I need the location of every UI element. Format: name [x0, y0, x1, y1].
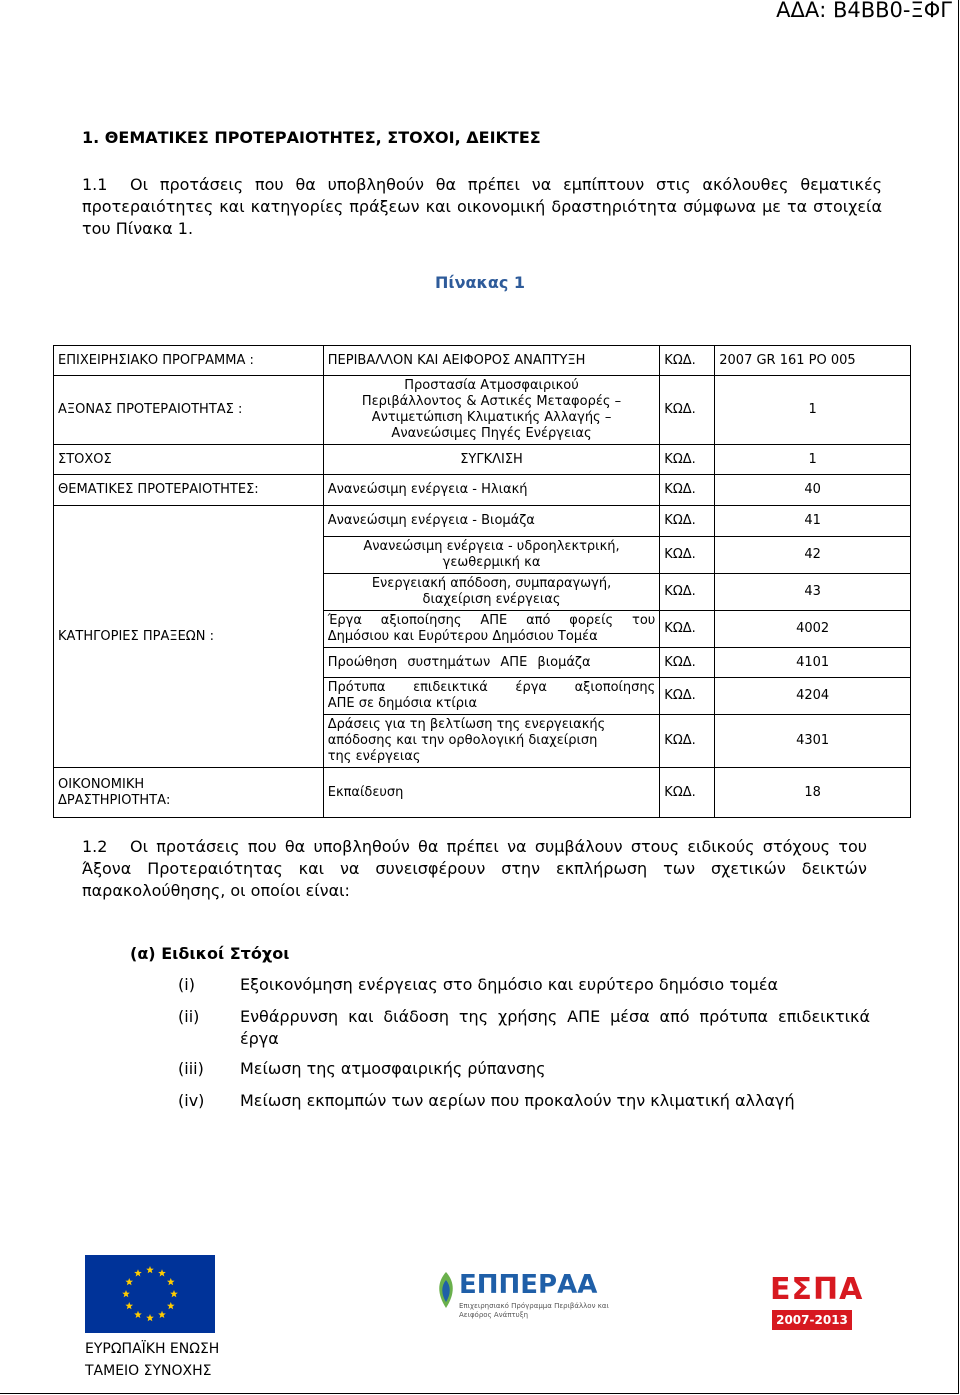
row-label: ΣΤΟΧΟΣ	[54, 445, 324, 475]
paragraph-text: Οι προτάσεις που θα υποβληθούν θα πρέπει να εμπίπτουν στις ακόλουθες θεματικές προτεραιότητες και κατηγορίες πράξεων και οικονομική δραστηριότητα σύμφωνα με τα στοιχεία του Πίνακα 1.	[82, 175, 882, 238]
row-value: ΠΕΡΙΒΑΛΛΟΝ ΚΑΙ ΑΕΙΦΟΡΟΣ ΑΝΑΠΤΥΞΗ	[323, 346, 660, 376]
row-code: 4204	[715, 678, 911, 715]
row-kod: ΚΩΔ.	[660, 445, 715, 475]
row-kod: ΚΩΔ.	[660, 715, 715, 768]
value-line: ΑΠΕ σε δημόσια κτίρια	[327, 696, 478, 711]
label-line: ΟΙΚΟΝΟΜΙΚΗ	[58, 776, 145, 792]
row-kod: ΚΩΔ.	[660, 537, 715, 574]
value-line: της ενέργειας	[327, 749, 421, 764]
row-value: Προώθηση συστημάτων ΑΠΕ βιομάζα	[323, 648, 660, 678]
row-kod: ΚΩΔ.	[660, 376, 715, 445]
eu-star-icon	[125, 1302, 133, 1309]
eu-caption	[85, 1338, 219, 1382]
table-row	[54, 768, 911, 818]
eu-caption-line: ΕΥΡΩΠΑΪΚΗ ΕΝΩΣΗ	[85, 1341, 220, 1357]
row-code: 1	[715, 376, 911, 445]
list-item-number: (ii)	[178, 1007, 200, 1026]
value-line: Δράσεις για τη βελτίωση της ενεργειακής	[327, 717, 606, 732]
eu-star-icon	[125, 1278, 133, 1285]
table-row	[54, 445, 911, 475]
subheading-specific-goals: (α) Ειδικοί Στόχοι	[130, 944, 290, 963]
value-line: Ενεργειακή απόδοση, συμπαραγωγή,	[371, 576, 612, 591]
value-line: Ανανεώσιμες Πηγές Ενέργειας	[391, 426, 592, 441]
list-item-number: (iv)	[178, 1091, 205, 1110]
value-line: Έργα αξιοποίησης ΑΠΕ από φορείς του	[327, 613, 656, 628]
eu-star-icon	[134, 1311, 142, 1318]
table-title: Πίνακας 1	[434, 273, 526, 292]
row-kod: ΚΩΔ.	[660, 768, 715, 818]
row-kod: ΚΩΔ.	[660, 678, 715, 715]
value-line: Προστασία Ατμοσφαιρικού	[404, 378, 579, 393]
value-line: Περιβάλλοντος & Αστικές Μεταφορές –	[361, 394, 622, 409]
row-code: 42	[715, 537, 911, 574]
eu-star-icon	[146, 1314, 154, 1321]
row-label: ΕΠΙΧΕΙΡΗΣΙΑΚΟ ΠΡΟΓΡΑΜΜΑ :	[54, 346, 324, 376]
paragraph-text: Οι προτάσεις που θα υποβληθούν θα πρέπει να συμβάλουν στους ειδικούς στόχους του Άξονα Προτεραιότητας και να συνεισφέρουν στην εκπλήρωση των σχετικών δεικτών παρακολούθησης, οι οποίοι είναι:	[82, 837, 867, 900]
list-item-text: Ενθάρρυνση και διάδοση της χρήσης ΑΠΕ μέσα από πρότυπα επιδεικτικά έργα	[240, 1007, 870, 1048]
row-kod: ΚΩΔ.	[660, 475, 715, 506]
eu-star-icon	[122, 1290, 130, 1297]
row-value: Ανανεώσιμη ενέργεια - Βιομάζα	[323, 506, 660, 537]
section-heading: 1. ΘΕΜΑΤΙΚΕΣ ΠΡΟΤΕΡΑΙΟΤΗΤΕΣ, ΣΤΟΧΟΙ, ΔΕΙΚΤΕΣ	[82, 128, 541, 147]
row-kod: ΚΩΔ.	[660, 506, 715, 537]
value-line: Πρότυπα επιδεικτικά έργα αξιοποίησης	[327, 680, 656, 695]
value-line: Ανανεώσιμη ενέργεια - υδροηλεκτρική,	[363, 539, 620, 554]
row-code: 2007 GR 161 PO 005	[715, 346, 911, 376]
value-line: Αντιμετώπιση Κλιματικής Αλλαγής –	[371, 410, 612, 425]
ada-header: ΑΔΑ: Β4ΒΒ0-ΞΦΓ	[776, 0, 952, 22]
row-value	[323, 537, 660, 574]
table-row	[54, 475, 911, 506]
eu-star-icon	[167, 1302, 175, 1309]
eu-star-icon	[158, 1311, 166, 1318]
row-value: Ανανεώσιμη ενέργεια - Ηλιακή	[323, 475, 660, 506]
paragraph-1-2	[82, 836, 867, 902]
eu-caption-line: ΤΑΜΕΙΟ ΣΥΝΟΧΗΣ	[85, 1363, 212, 1379]
row-label: ΘΕΜΑΤΙΚΕΣ ΠΡΟΤΕΡΑΙΟΤΗΤΕΣ:	[54, 475, 324, 506]
value-line: Δημόσιου και Ευρύτερου Δημόσιου Τομέα	[327, 629, 598, 644]
row-label	[54, 768, 324, 818]
row-value	[323, 611, 660, 648]
row-kod: ΚΩΔ.	[660, 346, 715, 376]
eu-star-icon	[158, 1269, 166, 1276]
row-value	[323, 678, 660, 715]
eu-star-icon	[167, 1278, 175, 1285]
row-kod: ΚΩΔ.	[660, 648, 715, 678]
list-item-text: Μείωση της ατμοσφαιρικής ρύπανσης	[240, 1059, 546, 1078]
row-code: 4002	[715, 611, 911, 648]
row-code: 40	[715, 475, 911, 506]
list-item-number: (i)	[178, 975, 195, 994]
row-value: ΣΥΓΚΛΙΣΗ	[323, 445, 660, 475]
value-line: απόδοσης και την ορθολογική διαχείριση	[327, 733, 598, 748]
espa-wordmark: ΕΣΠΑ	[770, 1272, 864, 1307]
list-item-number: (iii)	[178, 1059, 204, 1078]
eu-star-icon	[134, 1269, 142, 1276]
paragraph-number: 1.1	[82, 175, 108, 194]
row-value	[323, 376, 660, 445]
label-line: ΔΡΑΣΤΗΡΙΟΤΗΤΑ:	[58, 792, 171, 808]
row-label: ΑΞΟΝΑΣ ΠΡΟΤΕΡΑΙΟΤΗΤΑΣ :	[54, 376, 324, 445]
eu-star-icon	[170, 1290, 178, 1297]
row-code: 41	[715, 506, 911, 537]
value-line: γεωθερμική κα	[442, 555, 541, 570]
eu-flag-icon	[85, 1255, 215, 1333]
paragraph-1-1	[82, 174, 882, 240]
row-value	[323, 715, 660, 768]
row-code: 43	[715, 574, 911, 611]
row-value: Εκπαίδευση	[323, 768, 660, 818]
paragraph-number: 1.2	[82, 837, 108, 856]
row-kod: ΚΩΔ.	[660, 611, 715, 648]
priorities-table	[53, 345, 911, 818]
value-line: διαχείριση ενέργειας	[422, 592, 561, 607]
row-code: 1	[715, 445, 911, 475]
row-code: 4301	[715, 715, 911, 768]
espa-logo	[770, 1272, 864, 1347]
epperaa-subtitle: Επιχειρησιακό Πρόγραμμα Περιβάλλον και Αειφόρος Ανάπτυξη	[459, 1302, 609, 1319]
row-code: 4101	[715, 648, 911, 678]
list-item-text: Εξοικονόμηση ενέργειας στο δημόσιο και ευρύτερο δημόσιο τομέα	[240, 975, 779, 994]
table-row	[54, 376, 911, 445]
categories-label: ΚΑΤΗΓΟΡΙΕΣ ΠΡΑΞΕΩΝ :	[54, 506, 324, 768]
eu-star-icon	[146, 1266, 154, 1273]
table-row	[54, 346, 911, 376]
row-value	[323, 574, 660, 611]
list-item-text: Μείωση εκπομπών των αερίων που προκαλούν την κλιματική αλλαγή	[240, 1091, 795, 1110]
epperaa-wordmark: ΕΠΠΕΡΑΑ	[459, 1270, 598, 1300]
row-code: 18	[715, 768, 911, 818]
table-row	[54, 506, 911, 537]
espa-years: 2007-2013	[772, 1310, 852, 1330]
epperaa-mark-icon	[435, 1270, 457, 1310]
row-kod: ΚΩΔ.	[660, 574, 715, 611]
